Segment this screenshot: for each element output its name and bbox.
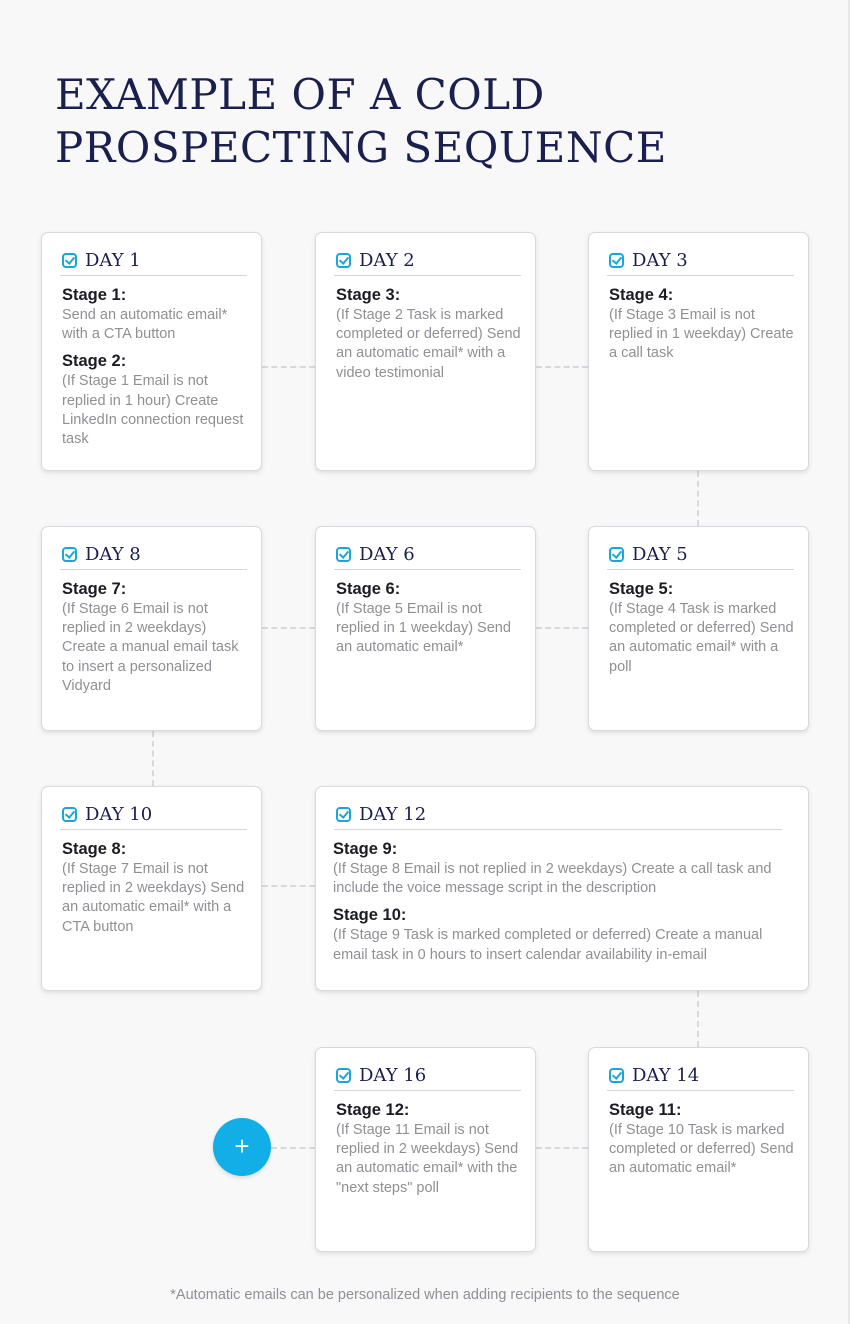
checkbox-icon [62, 807, 77, 822]
connector-day14-day16 [536, 1147, 588, 1149]
stage-item [62, 351, 247, 449]
connector-day16-add [271, 1147, 315, 1149]
connector-day5-day6 [536, 627, 588, 629]
day-label: DAY 1 [85, 249, 141, 271]
checkbox-icon [336, 1068, 351, 1083]
stage-description: (If Stage 2 Task is marked completed or deferred) Send an automatic email* with a video testimonial [336, 307, 521, 381]
card-body [609, 579, 794, 684]
card-header [334, 1060, 521, 1091]
card-header [60, 799, 247, 830]
stage-item [333, 839, 790, 898]
card-header [607, 1060, 794, 1091]
day-label: DAY 2 [359, 249, 415, 271]
day-label: DAY 5 [632, 543, 688, 565]
stage-title: Stage 3: [336, 286, 401, 304]
card-body [336, 285, 521, 390]
stage-description: Send an automatic email* with a CTA button [62, 307, 228, 343]
title-line-2: PROSPECTING SEQUENCE [55, 123, 667, 172]
checkbox-icon [336, 807, 351, 822]
connector-day6-day8 [262, 627, 315, 629]
footnote: *Automatic emails can be personalized when adding recipients to the sequence [170, 1287, 680, 1303]
checkbox-icon [336, 253, 351, 268]
day-card [41, 232, 262, 471]
day-label: DAY 3 [632, 249, 688, 271]
stage-item [609, 285, 794, 364]
card-header [607, 245, 794, 276]
card-header [607, 539, 794, 570]
stage-title: Stage 2: [62, 352, 127, 371]
connector-day1-day2 [262, 366, 315, 368]
stage-description: (If Stage 6 Email is not replied in 2 weekdays) Create a manual email task to insert a personalized Vidyard [62, 601, 239, 694]
checkbox-icon [609, 1068, 624, 1083]
stage-item [609, 1100, 794, 1179]
connector-day8-day10 [152, 731, 154, 786]
stage-description: (If Stage 3 Email is not replied in 1 weekday) Create a call task [609, 307, 794, 362]
stage-title: Stage 9: [333, 840, 398, 858]
stage-description: (If Stage 1 Email is not replied in 1 hour) Create LinkedIn connection request task [62, 373, 244, 448]
day-card [41, 786, 262, 991]
connector-day10-day12 [262, 885, 315, 887]
day-card [315, 1047, 536, 1252]
stage-description: (If Stage 7 Email is not replied in 2 weekdays) Send an automatic email* with a CTA button [62, 861, 245, 935]
checkbox-icon [336, 547, 351, 562]
day-card [315, 232, 536, 471]
card-body [609, 285, 794, 371]
stage-item [62, 285, 247, 344]
day-card-wide [315, 786, 809, 991]
add-stage-button[interactable]: + [213, 1118, 271, 1176]
connector-day3-day5 [697, 471, 699, 526]
day-card [588, 526, 809, 731]
stage-title: Stage 11: [609, 1101, 682, 1119]
stage-title: Stage 12: [336, 1101, 410, 1119]
stage-description: (If Stage 5 Email is not replied in 1 weekday) Send an automatic email* [336, 601, 511, 656]
stage-description: (If Stage 9 Task is marked completed or deferred) Create a manual email task in 0 hours to insert calendar availability in-email [333, 927, 763, 963]
card-body [333, 839, 790, 972]
page-title [55, 68, 755, 174]
stage-title: Stage 4: [609, 286, 674, 304]
stage-description: (If Stage 10 Task is marked completed or deferred) Send an automatic email* [609, 1122, 794, 1177]
card-body [336, 579, 521, 665]
day-label: DAY 16 [359, 1064, 427, 1086]
day-label: DAY 14 [632, 1064, 700, 1086]
stage-item [62, 579, 247, 696]
card-body [62, 285, 247, 456]
stage-title: Stage 8: [62, 840, 127, 858]
stage-item [62, 839, 247, 937]
card-header [60, 539, 247, 570]
stage-description: (If Stage 4 Task is marked completed or deferred) Send an automatic email* with a poll [609, 601, 794, 675]
title-line-1: EXAMPLE OF A COLD [55, 70, 545, 119]
checkbox-icon [62, 253, 77, 268]
checkbox-icon [62, 547, 77, 562]
day-label: DAY 8 [85, 543, 141, 565]
day-label: DAY 12 [359, 803, 427, 825]
card-body [62, 839, 247, 944]
day-label: DAY 6 [359, 543, 415, 565]
day-card [41, 526, 262, 731]
checkbox-icon [609, 253, 624, 268]
stage-title: Stage 10: [333, 906, 407, 925]
stage-title: Stage 6: [336, 580, 401, 598]
day-card [588, 232, 809, 471]
connector-day12-day14 [697, 991, 699, 1047]
stage-title: Stage 5: [609, 580, 674, 598]
connector-day2-day3 [536, 366, 588, 368]
stage-item [336, 285, 521, 383]
day-card [588, 1047, 809, 1252]
stage-item [336, 1100, 521, 1198]
card-body [62, 579, 247, 703]
stage-description: (If Stage 8 Email is not replied in 2 weekdays) Create a call task and include the voice message script in the description [333, 861, 772, 897]
day-label: DAY 10 [85, 803, 153, 825]
day-card [315, 526, 536, 731]
stage-title: Stage 1: [62, 286, 127, 304]
card-header [334, 799, 782, 830]
stage-title: Stage 7: [62, 580, 127, 598]
card-header [334, 539, 521, 570]
stage-item [333, 905, 790, 964]
card-header [60, 245, 247, 276]
stage-item [336, 579, 521, 658]
card-body [609, 1100, 794, 1186]
stage-item [609, 579, 794, 677]
card-body [336, 1100, 521, 1205]
checkbox-icon [609, 547, 624, 562]
stage-description: (If Stage 11 Email is not replied in 2 weekdays) Send an automatic email* with the "next steps" poll [336, 1122, 519, 1196]
card-header [334, 245, 521, 276]
